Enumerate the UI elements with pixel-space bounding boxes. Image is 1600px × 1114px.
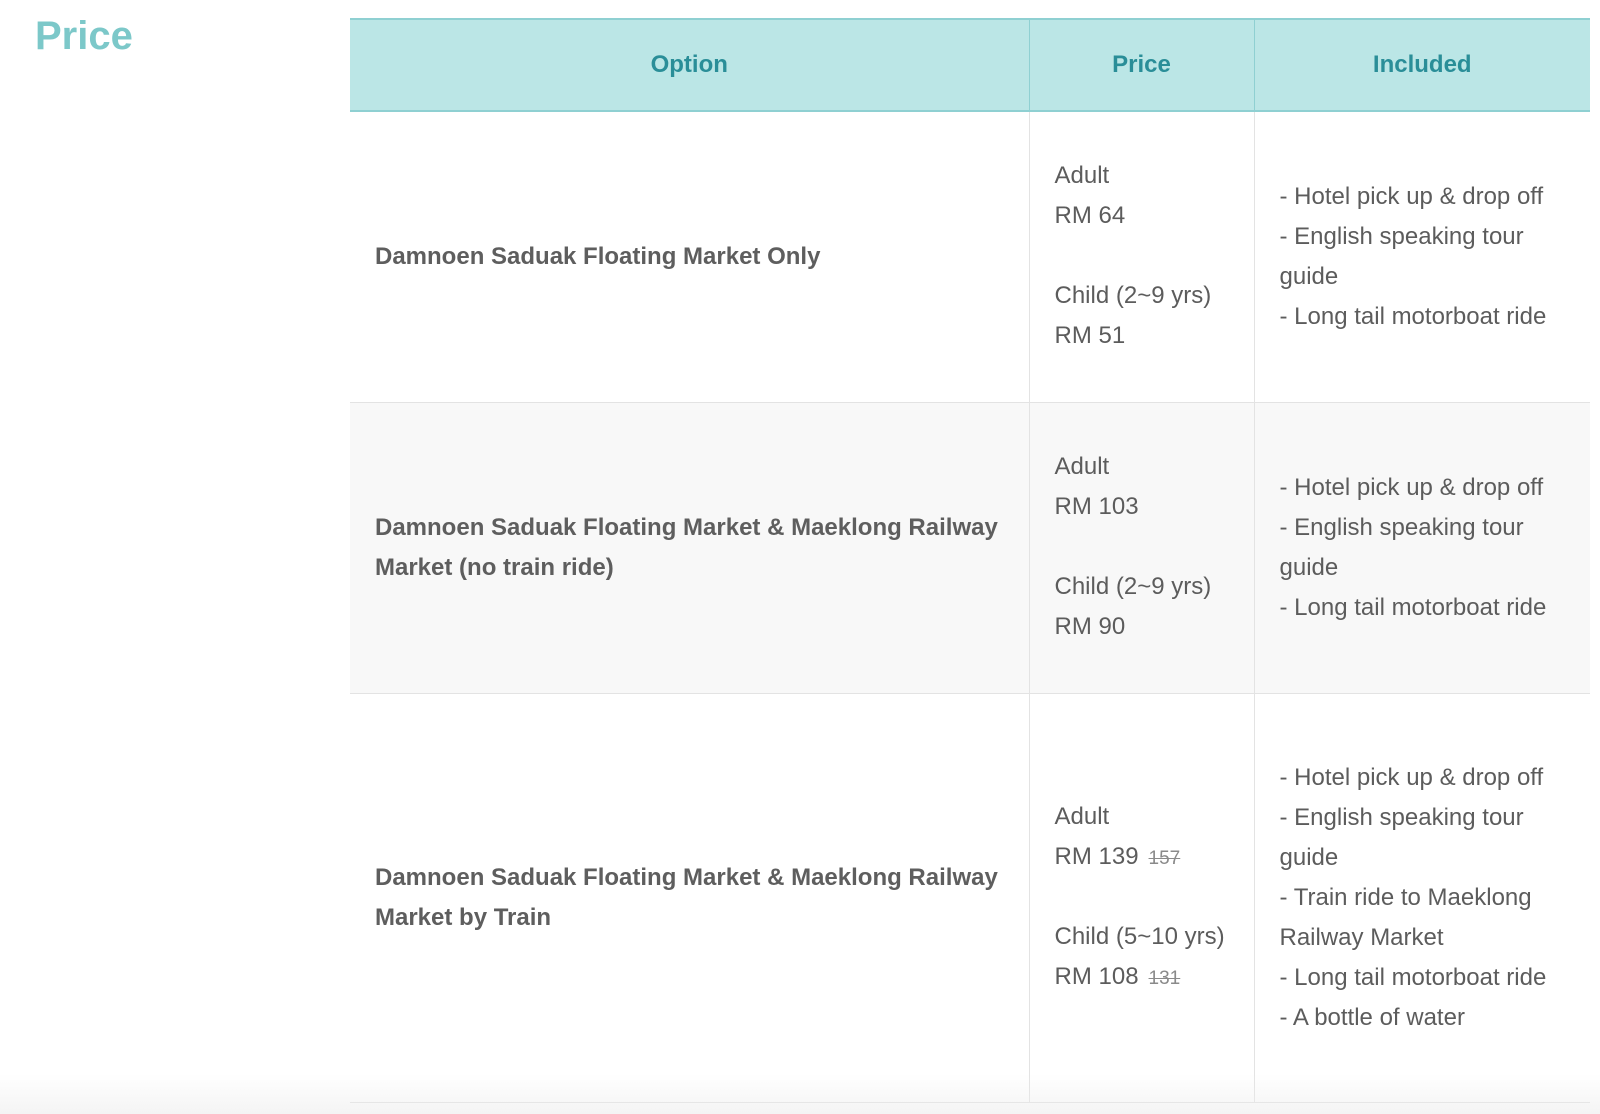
included-item: - Hotel pick up & drop off: [1279, 764, 1544, 791]
section-title: Price: [35, 14, 133, 58]
table-header-row: [350, 19, 1590, 111]
child-price: RM 108: [1054, 963, 1139, 990]
child-label: Child (5~10 yrs): [1054, 923, 1225, 950]
included-cell: [1254, 694, 1590, 1103]
child-price: RM 51: [1054, 322, 1126, 349]
option-name: Damnoen Saduak Floating Market & Maeklong Railway Market by Train: [375, 864, 998, 931]
adult-old-price: 157: [1148, 848, 1181, 869]
price-spacer: [1055, 238, 1229, 276]
included-item: - A bottle of water: [1279, 1004, 1465, 1031]
header-price: Price: [1029, 19, 1254, 111]
price-table: [350, 18, 1590, 1103]
adult-price: RM 139: [1054, 843, 1139, 870]
included-item: - Train ride to Maeklong Railway Market: [1279, 884, 1532, 951]
header-option: Option: [350, 19, 1029, 111]
adult-label: Adult: [1054, 803, 1110, 830]
included-item: - Long tail motorboat ride: [1279, 964, 1547, 991]
included-item: - Hotel pick up & drop off: [1279, 474, 1544, 501]
child-price-line: [1055, 316, 1229, 358]
included-item: - Hotel pick up & drop off: [1279, 183, 1544, 210]
option-name: Damnoen Saduak Floating Market & Maeklong Railway Market (no train ride): [375, 514, 998, 581]
included-item: - English speaking tour guide: [1279, 223, 1524, 290]
adult-price: RM 103: [1054, 493, 1139, 520]
child-price: RM 90: [1054, 613, 1126, 640]
table-row: [350, 403, 1590, 694]
adult-label: Adult: [1054, 162, 1110, 189]
adult-label: Adult: [1054, 453, 1110, 480]
header-included: Included: [1254, 19, 1590, 111]
price-spacer: [1055, 529, 1229, 567]
child-old-price: 131: [1148, 968, 1181, 989]
included-item: - English speaking tour guide: [1279, 514, 1524, 581]
included-cell: [1254, 111, 1590, 403]
included-item: - English speaking tour guide: [1279, 804, 1524, 871]
child-label: Child (2~9 yrs): [1054, 573, 1212, 600]
table-row: [350, 694, 1590, 1103]
adult-price-line: [1055, 196, 1229, 238]
adult-price-line: [1055, 837, 1229, 879]
price-cell: [1029, 111, 1254, 403]
included-item: - Long tail motorboat ride: [1279, 303, 1547, 330]
option-cell: [350, 111, 1029, 403]
child-price-line: [1055, 957, 1229, 999]
option-cell: [350, 694, 1029, 1103]
adult-price-line: [1055, 487, 1229, 529]
adult-price: RM 64: [1054, 202, 1126, 229]
option-name: Damnoen Saduak Floating Market Only: [375, 243, 821, 270]
price-cell: [1029, 403, 1254, 694]
option-cell: [350, 403, 1029, 694]
child-label: Child (2~9 yrs): [1054, 282, 1212, 309]
table-row: [350, 111, 1590, 403]
included-cell: [1254, 403, 1590, 694]
included-item: - Long tail motorboat ride: [1279, 594, 1547, 621]
child-price-line: [1055, 607, 1229, 649]
price-spacer: [1055, 879, 1229, 917]
price-cell: [1029, 694, 1254, 1103]
